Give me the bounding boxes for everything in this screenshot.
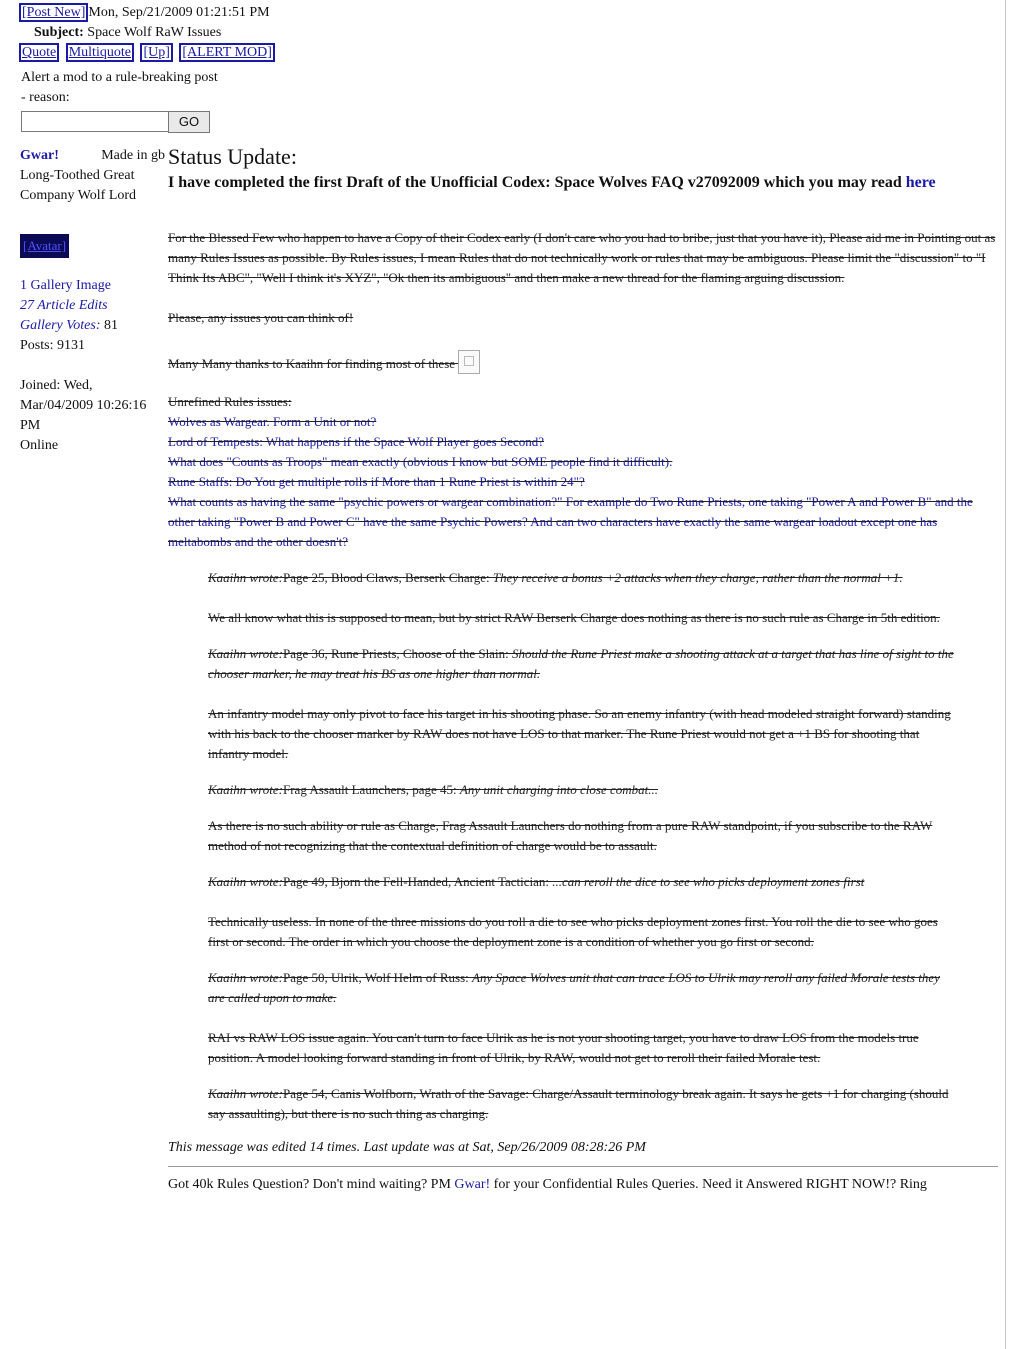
quote-reply: RAI vs RAW LOS issue again. You can't turn to face Ulrik as he is not your shooting target, you have to draw LOS from the models true position. A model looking forward standing in front of Ulrik, by RAW, would not get to reroll their failed Morale test. — [208, 1030, 919, 1065]
intro-paragraph: For the Blessed Few who happen to have a Copy of their Codex early (I don't care who you had to bribe, just that you have it), Please aid me in Pointing out as many Rules Issues as possible. By Rules issues, I mean Rules that do not technically work or rules that may be ambiguous. Please limit the "discussion" to "I Think Its ABC", "Well I think it's XYZ", "Ok then its ambiguous" and then make a new thread for the flaming arguing discussion. — [168, 230, 996, 285]
quote-ref: Frag Assault Launchers, page 45: — [283, 782, 460, 797]
quote-reply: As there is no such ability or rule as Charge, Frag Assault Launchers do nothing from a pure RAW standpoint, if you subscribe to the RAW method of not recognizing that the contextual definition of charge would be to assault. — [208, 818, 933, 853]
quote-reply: An infantry model may only pivot to face his target in his shooting phase. So an enemy infantry (with head modeled straight forward) standing with his back to the chooser marker by RAW does not have LOS to that marker. The Rune Priest would not get a +1 BS for shooting that infantry model. — [208, 706, 951, 761]
issue-link[interactable]: Wolves as Wargear. Form a Unit or not? — [168, 414, 377, 429]
quote-item — [208, 1084, 958, 1124]
quote-text: Any Space Wolves unit that can trace LOS to Ulrik may reroll any failed Morale tests they are called upon to make. — [208, 970, 940, 1005]
quote-ref: Page 25, Blood Claws, Berserk Charge: — [283, 570, 493, 585]
quote-author: Kaaihn wrote: — [208, 1086, 283, 1101]
gallery-images-link[interactable]: 1 Gallery Image — [20, 278, 111, 293]
post-datetime: Mon, Sep/21/2009 01:21:51 PM — [88, 5, 270, 20]
quote-author: Kaaihn wrote: — [208, 782, 283, 797]
quote-author: Kaaihn wrote: — [208, 874, 283, 889]
signature-divider — [168, 1166, 998, 1167]
quote-item — [208, 968, 958, 1008]
post-actions — [19, 45, 278, 61]
quote-item — [208, 568, 958, 588]
quote-ref: Page 49, Bjorn the Fell-Handed, Ancient Tactician: — [283, 874, 553, 889]
quote-author: Kaaihn wrote: — [208, 646, 283, 661]
join-date: Joined: Wed, Mar/04/2009 10:26:16 PM — [20, 378, 147, 433]
broken-image-icon — [458, 350, 480, 374]
post-body — [168, 144, 998, 1193]
subject-label: Subject: — [34, 25, 84, 40]
quote-ref: Page 36, Rune Priests, Choose of the Slain: — [283, 646, 512, 661]
edit-note: This message was edited 14 times. Last update was at Sat, Sep/26/2009 08:28:26 PM — [168, 1140, 646, 1155]
quote-text: ...can reroll the dice to see who picks deployment zones first — [552, 874, 865, 889]
thanks-content: Many Many thanks to Kaaihn for finding most of these — [168, 356, 456, 371]
quote-ref: Page 50, Ulrik, Wolf Helm of Russ: — [283, 970, 473, 985]
page-edge — [1005, 0, 1006, 1349]
signature — [168, 1177, 998, 1193]
multiquote-button[interactable]: Multiquote — [66, 43, 134, 62]
issue-link[interactable]: Lord of Tempests: What happens if the Space Wolf Player goes Second? — [168, 434, 545, 449]
issue-link[interactable]: Rune Staffs: Do You get multiple rolls if More than 1 Rune Priest is within 24"? — [168, 474, 585, 489]
quote-author: Kaaihn wrote: — [208, 970, 283, 985]
signature-text: Got 40k Rules Question? Don't mind waiting? PM — [168, 1177, 455, 1192]
quote-item — [208, 780, 958, 800]
quote-reply: Technically useless. In none of the three missions do you roll a die to see who picks deployment zones first. You roll the die to see who goes first or second. The order in which you choose the deployment zone is a condition of whether you go first or second. — [208, 914, 938, 949]
quote-ref: Page 54, Canis Wolfborn, Wrath of the Savage: Charge/Assault terminology break again. It says he gets +1 for charging (should say assaulting), but there is no such thing as charging. — [208, 1086, 949, 1121]
article-edits-link[interactable]: 27 Article Edits — [20, 298, 108, 313]
quote-reply: We all know what this is supposed to mean, but by strict RAW Berserk Charge does nothing as there is no such rule as Charge in 5th edition. — [208, 610, 940, 625]
quote-item — [208, 644, 958, 684]
online-status: Online — [20, 438, 59, 453]
quote-item — [208, 872, 958, 892]
go-button[interactable]: GO — [168, 111, 210, 133]
user-rank: Long-Toothed Great Company Wolf Lord — [20, 168, 137, 203]
post-header — [19, 5, 270, 21]
post-new-button[interactable]: [Post New] — [19, 3, 88, 22]
please-text: Please, any issues you can think of! — [168, 310, 354, 325]
issues-list — [168, 412, 998, 552]
user-location: Made in gb — [101, 148, 165, 163]
faq-here-link[interactable]: here — [905, 174, 936, 191]
signature-text-end: for your Confidential Rules Queries. Need it Answered RIGHT NOW!? Ring — [490, 1177, 927, 1192]
quote-text: Should the Rune Priest make a shooting attack at a target that has line of sight to the chooser marker, he may treat his BS as one higher than normal. — [208, 646, 954, 681]
alert-reason-input[interactable] — [21, 111, 169, 132]
post-subject — [34, 25, 221, 41]
issue-link[interactable]: What counts as having the same "psychic powers or wargear combination?" For example do Two Rune Priests, one taking "Power A and Power B" and the other taking "Power B and Power C" have the same Psychic Powers? And can two characters have exactly the same wargear loadout except one has meltabombs and the other doesn't? — [168, 494, 973, 549]
thanks-text — [168, 350, 998, 374]
quotes-section — [168, 568, 998, 1124]
unrefined-heading: Unrefined Rules issues: — [168, 394, 292, 409]
quote-text: They receive a bonus +2 attacks when they charge, rather than the normal +1. — [492, 570, 903, 585]
post-count: Posts: 9131 — [20, 338, 85, 353]
status-text-content: I have completed the first Draft of the Unofficial Codex: Space Wolves FAQ v27092009 which you may read — [168, 174, 906, 191]
alert-mod-button[interactable]: [ALERT MOD] — [179, 43, 275, 62]
signature-user-link[interactable]: Gwar! — [454, 1177, 491, 1192]
quote-button[interactable]: Quote — [19, 43, 59, 62]
quote-author: Kaaihn wrote: — [208, 570, 283, 585]
status-title: Status Update: — [168, 144, 297, 169]
quote-text: Any unit charging into close combat... — [459, 782, 659, 797]
avatar[interactable]: [Avatar] — [20, 234, 69, 258]
up-button[interactable]: [Up] — [140, 43, 172, 62]
status-text — [168, 174, 998, 192]
subject-text: Space Wolf RaW Issues — [87, 25, 222, 40]
alert-reason-label: Alert a mod to a rule-breaking post - reason: — [21, 70, 218, 105]
gallery-votes-link[interactable]: Gallery Votes: — [20, 318, 101, 333]
username-link[interactable]: Gwar! — [20, 148, 59, 163]
user-sidebar — [20, 146, 165, 456]
issue-link[interactable]: What does "Counts as Troops" mean exactly (obvious I know but SOME people find it difficult). — [168, 454, 673, 469]
gallery-votes-value: 81 — [100, 318, 118, 333]
